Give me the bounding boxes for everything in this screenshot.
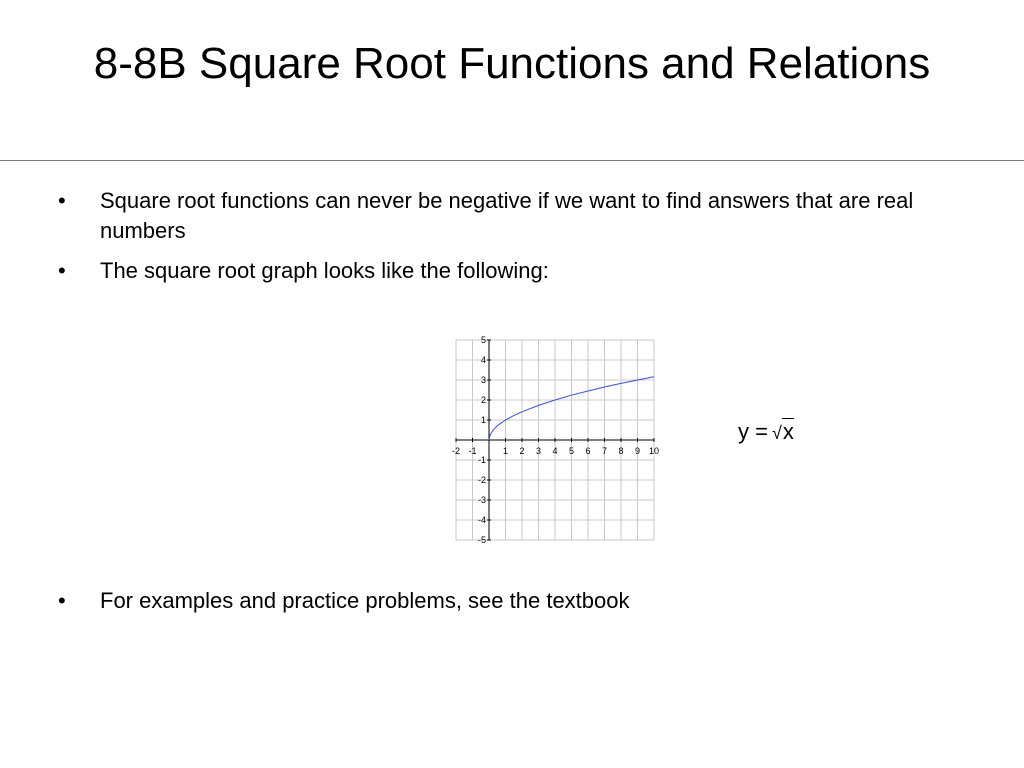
bullet-text: For examples and practice problems, see the textbook: [100, 588, 630, 613]
y-tick-label: 3: [480, 375, 486, 385]
bullet-item: [58, 586, 978, 616]
x-tick-label: 10: [648, 446, 660, 456]
square-root-graph: [444, 332, 664, 548]
x-tick-label: 8: [618, 446, 624, 456]
y-tick-label: -3: [477, 495, 486, 505]
bullet-glyph: •: [58, 188, 66, 213]
sqrt-symbol: √: [771, 423, 782, 443]
x-tick-label: 5: [568, 446, 575, 456]
x-tick-label: 7: [601, 446, 608, 456]
y-tick-label: 1: [480, 415, 486, 425]
x-tick-label: 2: [519, 446, 525, 456]
equation-lhs: y =: [738, 419, 768, 444]
bullet-text: The square root graph looks like the following:: [100, 258, 549, 283]
y-tick-label: 5: [480, 335, 486, 345]
y-tick-label: -4: [477, 515, 486, 525]
y-tick-label: -5: [477, 535, 486, 545]
x-tick-label: 9: [634, 446, 641, 456]
bullet-glyph: •: [58, 258, 66, 283]
equation-radicand: x: [782, 419, 794, 444]
x-tick-label: -2: [451, 446, 461, 456]
x-tick-label: 3: [535, 446, 542, 456]
x-tick-label: -1: [468, 446, 477, 456]
x-tick-label: 4: [552, 446, 558, 456]
y-tick-label: 2: [480, 395, 486, 405]
y-tick-label: -2: [477, 475, 486, 485]
bullet-text: Square root functions can never be negative if we want to find answers that are real numbers: [100, 188, 914, 243]
bullet-item: [58, 186, 978, 246]
title-divider: [0, 160, 1024, 161]
y-tick-label: -1: [477, 455, 486, 465]
slide-title: 8-8B Square Root Functions and Relations: [93, 39, 931, 88]
equation-label: [738, 418, 794, 447]
x-tick-label: 6: [585, 446, 591, 456]
y-tick-label: 4: [480, 355, 486, 365]
bullet-item: [58, 256, 978, 286]
bullet-glyph: •: [58, 588, 66, 613]
x-tick-label: 1: [502, 446, 509, 456]
